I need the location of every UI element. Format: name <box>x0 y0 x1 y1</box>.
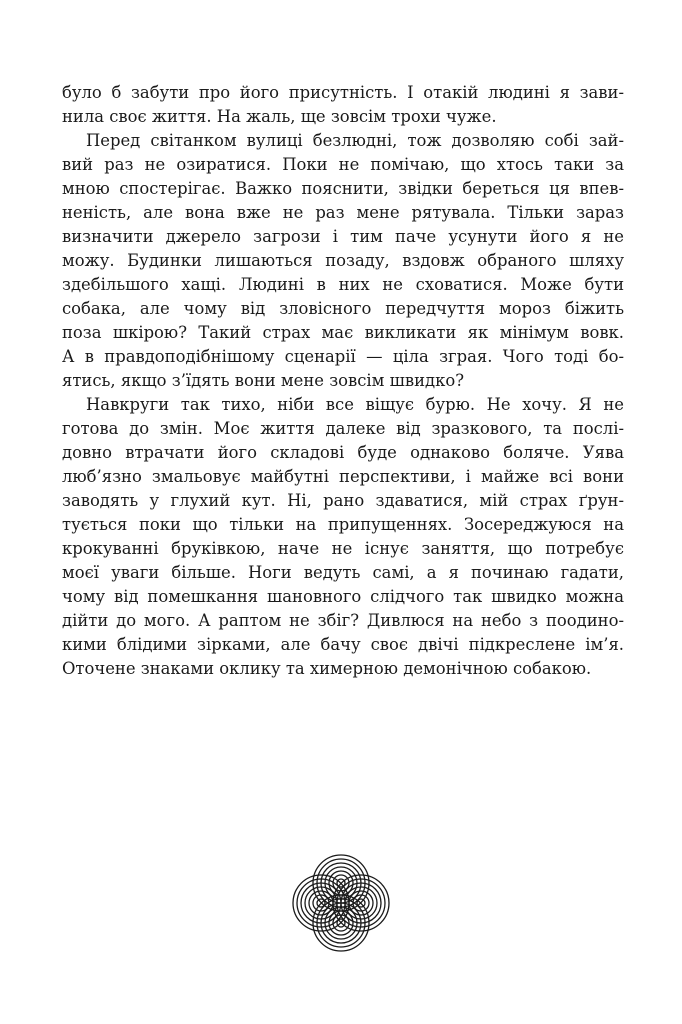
text-line: люб’язно змальовує майбутні перспективи, і майже всі вони <box>62 467 624 486</box>
text-line: визначити джерело загрози і тим паче усунути його я не <box>62 227 624 246</box>
paragraph <box>62 129 624 393</box>
text-line: нила своє життя. На жаль, ще зовсім трохи чуже. <box>62 107 497 126</box>
text-line: моєї уваги більше. Ноги ведуть самі, а я починаю гадати, <box>62 563 624 582</box>
text-line: Оточене знаками оклику та химерною демонічною собакою. <box>62 659 592 678</box>
text-line: заводять у глухий кут. Ні, рано здаватися, мій страх ґрун- <box>62 491 624 510</box>
text-line: неність, але вона вже не раз мене рятувала. Тільки зараз <box>62 203 624 222</box>
text-line: чому від помешкання шановного слідчого так швидко можна <box>62 587 624 606</box>
text-line: ятись, якщо з’їдять вони мене зовсім швидко? <box>62 371 465 390</box>
text-line: вий раз не озиратися. Поки не помічаю, що хтось таки за <box>62 155 624 174</box>
quatrefoil-rings-ornament-icon <box>288 850 394 956</box>
text-line: тується поки що тільки на припущеннях. Зосереджуюся на <box>62 515 624 534</box>
text-line: було б забути про його присутність. І отакій людині я зави- <box>62 83 624 102</box>
text-line: поза шкірою? Такий страх має викликати як мінімум вовк. <box>62 323 624 342</box>
text-line: А в правдоподібнішому сценарії — ціла зграя. Чого тоді бо- <box>62 347 624 366</box>
paragraph <box>62 81 624 129</box>
text-line: крокуванні бруківкою, наче не існує заняття, що потребує <box>62 539 624 558</box>
text-line: довно втрачати його складові буде однаково боляче. Уява <box>62 443 624 462</box>
text-line: готова до змін. Моє життя далеке від зразкового, та послі- <box>62 419 624 438</box>
paragraph <box>62 393 624 681</box>
text-line: Навкруги так тихо, ніби все віщує бурю. Не хочу. Я не <box>86 395 624 414</box>
body-text <box>62 81 624 681</box>
text-line: здебільшого хащі. Людині в них не сховатися. Може бути <box>62 275 624 294</box>
text-line: Перед світанком вулиці безлюдні, тож дозволяю собі зай- <box>86 131 624 150</box>
text-line: можу. Будинки лишаються позаду, вздовж обраного шляху <box>62 251 624 270</box>
text-line: собака, але чому від зловісного передчуття мороз біжить <box>62 299 624 318</box>
text-line: дійти до мого. А раптом не збіг? Дивлюся на небо з поодино- <box>62 611 624 630</box>
text-line: мною спостерігає. Важко пояснити, звідки береться ця впев- <box>62 179 624 198</box>
text-line: кими блідими зірками, але бачу своє двічі підкреслене ім’я. <box>62 635 624 654</box>
